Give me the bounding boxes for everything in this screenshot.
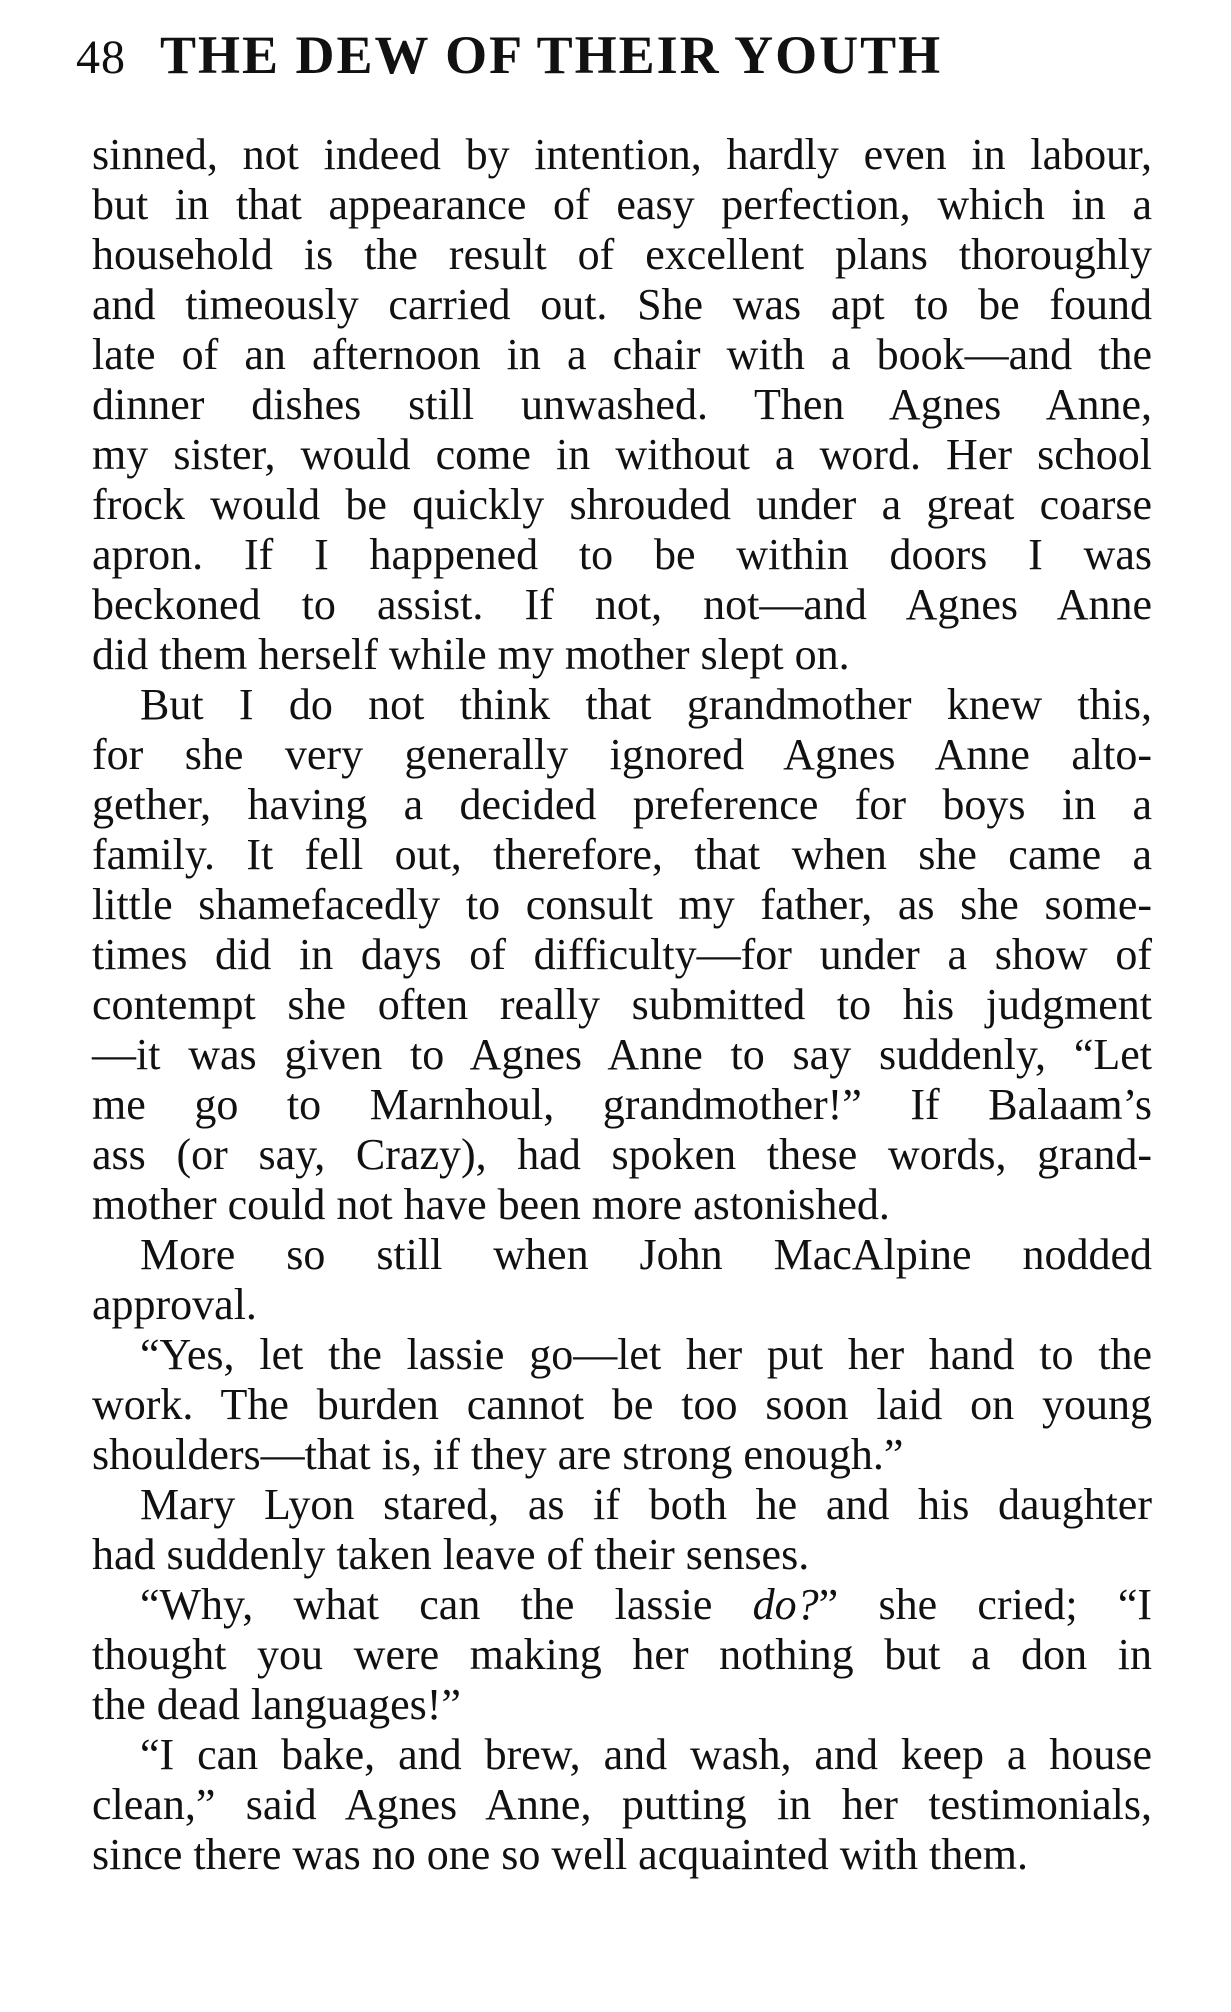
- text-line: More so still when John MacAlpine nodded: [140, 1230, 1152, 1279]
- text-line: shoulders—that is, if they are strong enough.”: [92, 1430, 904, 1479]
- text-line: frock would be quickly shrouded under a great coarse: [92, 480, 1152, 529]
- running-title: THE DEW OF THEIR YOUTH: [160, 25, 943, 85]
- text-line: Mary Lyon stared, as if both he and his daughter: [140, 1480, 1152, 1529]
- text-line: household is the result of excellent plans thoroughly: [92, 230, 1152, 279]
- text-line: beckoned to assist. If not, not—and Agnes Anne: [92, 580, 1152, 629]
- text-line: dinner dishes still unwashed. Then Agnes Anne,: [92, 380, 1152, 429]
- text-line: and timeously carried out. She was apt to be found: [92, 280, 1152, 329]
- text-line: had suddenly taken leave of their senses.: [92, 1530, 810, 1579]
- text-line: ass (or say, Crazy), had spoken these words, grand-: [92, 1130, 1152, 1179]
- text-line: family. It fell out, therefore, that when she came a: [92, 830, 1152, 879]
- text-line: apron. If I happened to be within doors I was: [92, 530, 1152, 579]
- text-line: times did in days of difficulty—for under a show of: [92, 930, 1152, 979]
- text-line: the dead languages!”: [92, 1680, 461, 1729]
- italic-text: do?: [752, 1580, 819, 1629]
- text-line: since there was no one so well acquainted with them.: [92, 1830, 1028, 1879]
- text-line: little shamefacedly to consult my father, as she some-: [92, 880, 1152, 929]
- text-line: approval.: [92, 1280, 257, 1329]
- text-line: for she very generally ignored Agnes Anne alto-: [92, 730, 1152, 779]
- text-line: sinned, not indeed by intention, hardly even in labour,: [92, 130, 1152, 179]
- text-line: But I do not think that grandmother knew this,: [140, 680, 1152, 729]
- text-line: contempt she often really submitted to his judgment: [92, 980, 1152, 1029]
- text-line: work. The burden cannot be too soon laid on young: [92, 1380, 1152, 1429]
- text-line: my sister, would come in without a word. Her school: [92, 430, 1152, 479]
- text-line: gether, having a decided preference for boys in a: [92, 780, 1152, 829]
- text-line: “Yes, let the lassie go—let her put her hand to the: [140, 1330, 1152, 1379]
- text-line: thought you were making her nothing but a don in: [92, 1630, 1152, 1679]
- text-line: [92, 1580, 1152, 1630]
- text-line: but in that appearance of easy perfection, which in a: [92, 180, 1152, 229]
- body-text: [92, 130, 1152, 1880]
- page-number: 48: [76, 31, 126, 84]
- text-line: “I can bake, and brew, and wash, and keep a house: [140, 1730, 1152, 1779]
- text-segment: ” she cried; “I: [818, 1580, 1152, 1629]
- text-line: me go to Marnhoul, grandmother!” If Balaam’s: [92, 1080, 1152, 1129]
- text-line: did them herself while my mother slept on.: [92, 630, 850, 679]
- text-line: —it was given to Agnes Anne to say suddenly, “Let: [92, 1030, 1152, 1079]
- text-line: mother could not have been more astonished.: [92, 1180, 890, 1229]
- text-line: late of an afternoon in a chair with a book—and the: [92, 330, 1152, 379]
- text-segment: “Why, what can the lassie: [140, 1580, 753, 1629]
- page-header: [76, 24, 1156, 94]
- text-line: clean,” said Agnes Anne, putting in her testimonials,: [92, 1780, 1152, 1829]
